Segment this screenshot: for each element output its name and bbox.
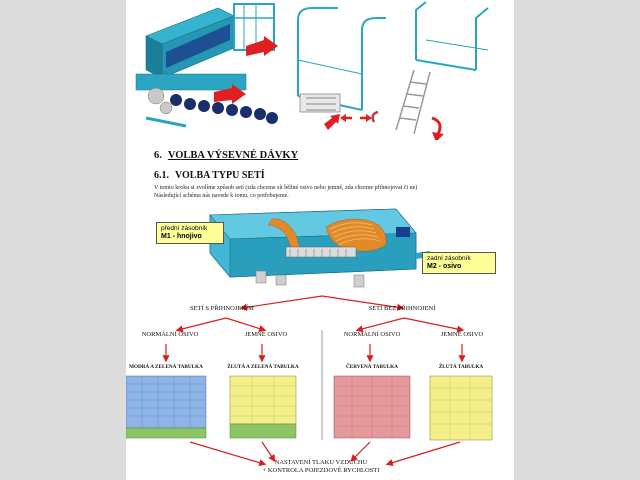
section-heading (154, 150, 298, 161)
ladder-illustration-2 (416, 2, 488, 70)
intro-line-2: Následující schéma nás navede k tomu, co potřebujeme. (154, 193, 289, 199)
subsection-heading (154, 170, 265, 181)
decision-flow-diagram (126, 290, 514, 480)
section-number: 6. (154, 150, 162, 161)
seed-drill-illustration (136, 4, 278, 126)
subsection-title: VOLBA TYPU SETÍ (175, 170, 265, 181)
seed-type-4: JEMNÉ OSIVO (440, 331, 484, 338)
section-title: VOLBA VÝSEVNÉ DÁVKY (167, 150, 299, 161)
table-caption-2: ŽLUTÁ A ZELENÁ TABULKA (227, 364, 299, 370)
curved-arrow-icon (373, 112, 378, 122)
intro-line-1: V tomto kroku si zvolíme způsob setí (zda chceme sít běžné osivo nebo jemné, zda chceme přihnojovat či ne) (154, 185, 418, 191)
front-hopper-label: přední zásobník (161, 225, 208, 232)
final-step-line-1: NASTAVENÍ TLAKU VZDUCHU (274, 459, 368, 466)
curved-arrow-down-icon (432, 118, 440, 134)
seed-type-3: NORMÁLNÍ OSIVO (343, 331, 401, 338)
front-hopper-product: M1 - hnojivo (161, 233, 202, 240)
rear-hopper-label: zadní zásobník (427, 255, 471, 262)
table-yellow-green (230, 376, 296, 438)
table-caption-1: MODRÁ A ZELENÁ TABULKA (129, 364, 203, 370)
front-hopper-callout (156, 222, 224, 244)
seed-type-2: JEMNÉ OSIVO (244, 331, 288, 338)
seed-type-1: NORMÁLNÍ OSIVO (141, 331, 199, 338)
ladder-illustration-1 (298, 8, 386, 112)
metering-units (286, 247, 356, 257)
rear-hopper-callout (422, 252, 496, 274)
branch-with-fertilizer: SETÍ S PŘIHNOJENÍM (190, 305, 254, 312)
arrow-down-left-icon (324, 114, 340, 130)
rear-hopper-product: M2 - osivo (427, 263, 462, 270)
table-yellow (430, 376, 492, 440)
table-red (334, 376, 410, 438)
subsection-number: 6.1. (154, 170, 169, 181)
intro-paragraph (154, 184, 504, 200)
table-blue-green (126, 376, 206, 438)
final-step-line-2: + KONTROLA POJEZDOVÉ RYCHLOSTI (262, 467, 380, 474)
document-page (126, 0, 514, 480)
table-caption-3: ČERVENÁ TABULKA (346, 364, 398, 370)
top-illustrations (126, 0, 514, 140)
branch-without-fertilizer: SETÍ BEZ PŘIHNOJENÍ (368, 305, 436, 312)
final-step (246, 459, 396, 475)
ladder-steps (396, 70, 430, 134)
table-caption-4: ŽLUTÁ TABULKA (438, 364, 484, 370)
